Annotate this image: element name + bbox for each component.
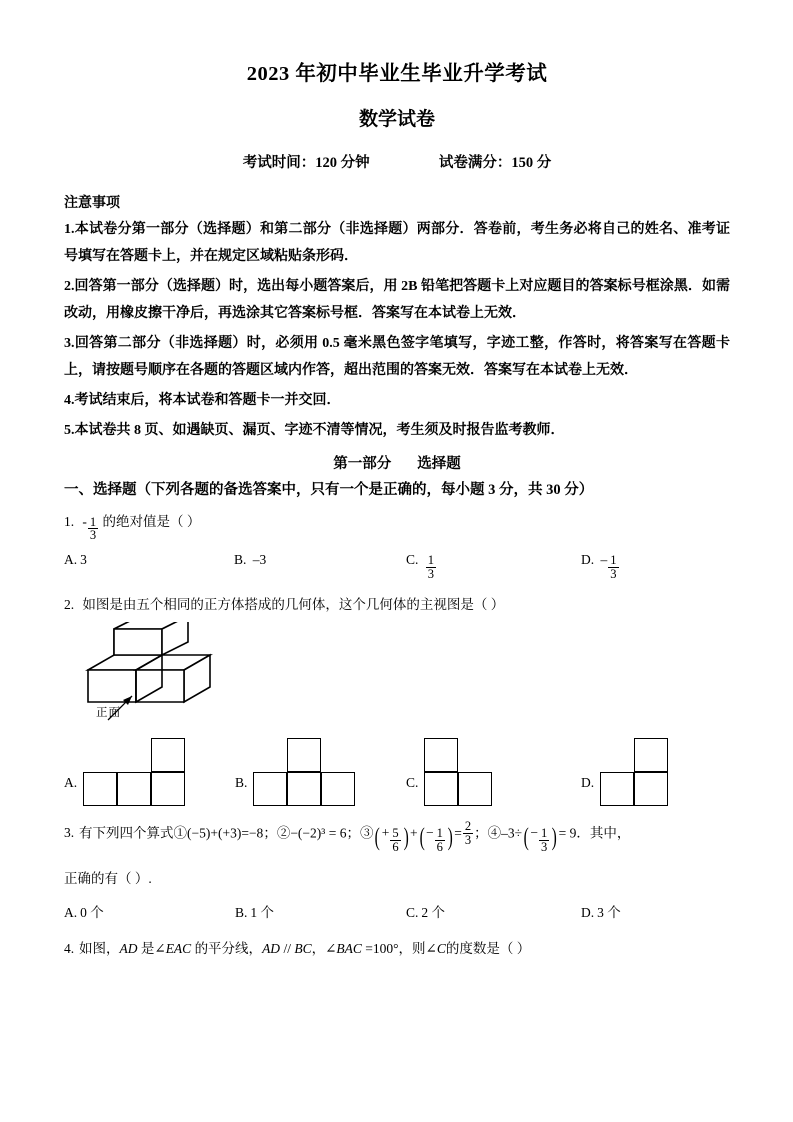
grid-cell xyxy=(424,738,458,772)
question-3-option-d[interactable] xyxy=(581,901,621,921)
grid-cell xyxy=(83,772,117,806)
option-label: B. xyxy=(235,774,248,790)
option-label: D. xyxy=(581,905,595,921)
option-value: 3 个 xyxy=(597,905,621,921)
option-label: A. xyxy=(64,774,78,790)
exam-score-label: 试卷满分：150 分 xyxy=(438,155,552,172)
paren-open: ( xyxy=(375,823,381,851)
question-1-options xyxy=(64,552,730,586)
fraction-denominator: 6 xyxy=(392,839,399,854)
question-3-expr-2-label: ② xyxy=(276,825,291,841)
q4-p1: 如图， xyxy=(79,941,120,957)
fraction-sign: - xyxy=(82,513,87,529)
question-3-option-a[interactable] xyxy=(64,901,104,921)
q4-var-bac: BAC xyxy=(336,941,362,957)
question-3-stem-line2: 正确的有（ ）. xyxy=(64,870,152,886)
option-b-shape xyxy=(253,738,356,806)
question-3-stem: 3. 有下列四个算式①(−5)+(+3)=−8；②−(−2)³ = 6；③( + $\frac{5}{6}$ ) +( − $\frac{1}{6}$ ) = $\frac{2}{3}$ ；④–3÷( − $\frac{1}{3}$ ) = 9．其中， xyxy=(64,818,631,854)
fraction-body xyxy=(539,827,549,854)
q4-var-c: C xyxy=(436,941,446,957)
fraction-denominator: 3 xyxy=(89,528,97,543)
notice-item-4: 4.考试结束后，将本试卷和答题卡一并交回． xyxy=(64,393,341,409)
q4-var-ad-2: AD xyxy=(262,941,281,957)
option-a-shape xyxy=(83,738,186,806)
option-fraction xyxy=(601,552,620,580)
question-3-tail: ．其中， xyxy=(576,825,631,841)
question-3-expr-3-label: ③ xyxy=(359,825,374,841)
question-3-option-c[interactable] xyxy=(406,901,445,921)
notice-item-1: 1.本试卷分第一部分（选择题）和第二部分（非选择题）两部分．答卷前，考生务必将自己的姓名、准考证号填写在答题卡上，并在规定区域粘贴条形码． xyxy=(64,221,730,264)
question-3-expr-2: −(−2)³ = 6 xyxy=(290,825,347,841)
option-label: A. xyxy=(64,905,78,921)
question-2-option-b[interactable] xyxy=(235,738,356,806)
question-1-option-c[interactable] xyxy=(406,552,437,580)
grid-cell xyxy=(424,772,458,806)
fraction-numerator: 1 xyxy=(436,825,443,840)
q4-p5: ，∠ xyxy=(311,941,337,957)
question-1-option-a[interactable] xyxy=(64,552,87,568)
grid-cell xyxy=(287,738,321,772)
part-one-heading xyxy=(64,453,730,476)
question-3-number: 3. xyxy=(64,825,75,841)
fraction-denominator: 6 xyxy=(436,839,443,854)
option-value: 3 xyxy=(80,552,87,568)
question-2-option-d[interactable] xyxy=(581,738,669,806)
question-1-stem-text: 的绝对值是（ ） xyxy=(102,513,201,529)
paren-open: ( xyxy=(523,823,529,851)
fraction-denominator: 3 xyxy=(427,566,435,581)
question-3-expr-4-result: = 9 xyxy=(558,825,577,841)
grid-cell xyxy=(117,772,151,806)
option-fraction xyxy=(425,554,437,581)
question-1-fraction xyxy=(82,511,99,542)
q4-p4: // xyxy=(280,941,295,957)
grid-cell xyxy=(634,772,668,806)
page-title: 2023 年初中毕业生毕业升学考试 xyxy=(246,63,548,85)
option-label: C. xyxy=(406,774,419,790)
grid-cell xyxy=(321,772,355,806)
option-label: C. xyxy=(406,905,419,921)
q4-p6: =100°，则∠ xyxy=(361,941,437,957)
q4-var-eac: EAC xyxy=(165,941,192,957)
section-heading-choice: 一、选择题（下列各题的备选答案中，只有一个是正确的，每小题 3 分，共 30 分） xyxy=(64,482,594,499)
fraction-body xyxy=(88,516,98,543)
paren-close: ) xyxy=(403,823,409,851)
fraction-denominator: 3 xyxy=(540,839,548,854)
grid-cell xyxy=(253,772,287,806)
question-2-option-c[interactable] xyxy=(406,738,493,806)
option-value: 2 个 xyxy=(421,905,446,921)
question-2-option-a[interactable] xyxy=(64,738,186,806)
option-label: D. xyxy=(581,552,595,568)
grid-cell xyxy=(634,738,668,772)
q4-var-ad: AD xyxy=(119,941,138,957)
q4-p3: 的平分线， xyxy=(191,941,263,957)
option-label: B. xyxy=(234,552,247,568)
question-2-solid-figure xyxy=(70,622,730,728)
question-3-options xyxy=(64,901,730,925)
fraction-body xyxy=(426,554,436,581)
fraction-numerator: 1 xyxy=(540,825,548,840)
question-1-stem xyxy=(64,511,730,542)
grid-cell xyxy=(287,772,321,806)
question-3-expr-4-lead: –3÷ xyxy=(501,825,523,841)
fraction-denominator: 3 xyxy=(464,832,472,847)
exam-meta xyxy=(64,155,730,172)
question-3-frac-b xyxy=(426,822,446,853)
fraction-sign: + xyxy=(381,825,390,841)
paren-open: ( xyxy=(419,823,425,851)
fraction-sign: − xyxy=(425,825,434,841)
front-view-label: 正面 xyxy=(96,706,121,719)
question-3-expr-1: (−5)+(+3)=−8 xyxy=(187,825,264,841)
exam-time-label: 考试时间：120 分钟 xyxy=(242,155,370,172)
page-subtitle: 数学试卷 xyxy=(358,108,435,130)
option-value: 1 个 xyxy=(250,905,275,921)
question-3-frac-result xyxy=(463,820,473,847)
notice-item-3: 3.回答第二部分（非选择题）时，必须用 0.5 毫米黑色签字笔填写，字迹工整，作答时，将答案写在答题卡上，请按题号顺序在各题的答题区域内作答，超出范围的答案无效．答案写在本试卷上无效． xyxy=(64,336,730,379)
grid-cell xyxy=(151,738,185,772)
question-4-number: 4. xyxy=(64,941,75,957)
question-2-number: 2. xyxy=(64,597,75,613)
fraction-sign: − xyxy=(530,825,538,841)
option-label: A. xyxy=(64,552,78,568)
question-1-option-b[interactable] xyxy=(234,552,266,568)
fraction-numerator: 1 xyxy=(610,552,617,567)
grid-cell xyxy=(151,772,185,806)
question-3-frac-d xyxy=(530,822,550,853)
fraction-body xyxy=(435,827,445,854)
q4-p7: 的度数是（ ） xyxy=(445,941,531,957)
question-4-stem xyxy=(64,938,730,960)
fraction-numerator: 5 xyxy=(392,825,399,840)
fraction-numerator: 1 xyxy=(89,514,97,529)
question-3-prefix: 有下列四个算式① xyxy=(79,825,187,841)
fraction-body xyxy=(608,554,618,581)
fraction-denominator: 3 xyxy=(610,566,617,581)
option-d-shape xyxy=(600,738,669,806)
question-3-option-b[interactable] xyxy=(235,901,274,921)
option-c-shape xyxy=(424,738,493,806)
fraction-body xyxy=(390,827,400,854)
part-one-label: 第一部分 xyxy=(333,456,392,473)
option-value: –3 xyxy=(252,552,267,568)
q4-var-bc: BC xyxy=(294,941,312,957)
fraction-numerator: 1 xyxy=(427,552,435,567)
notice-item-5: 5.本试卷共 8 页、如遇缺页、漏页、字迹不清等情况，考生须及时报告监考教师． xyxy=(64,423,565,439)
fraction-sign: – xyxy=(600,552,608,568)
notice-heading: 注意事项 xyxy=(64,195,120,211)
question-1-option-d[interactable] xyxy=(581,552,620,580)
part-one-name: 选择题 xyxy=(417,456,461,473)
notice-item-2: 2.回答第一部分（选择题）时，选出每小题答案后，用 2B 铅笔把答题卡上对应题目的答案标号框涂黑．如需改动，用橡皮擦干净后，再选涂其它答案标号框．答案写在本试卷上无效． xyxy=(64,279,730,322)
option-label: B. xyxy=(235,905,248,921)
question-2-options xyxy=(64,730,730,806)
option-value: 0 个 xyxy=(80,905,104,921)
grid-cell xyxy=(600,772,634,806)
page-content xyxy=(64,0,730,960)
question-1-number: 1. xyxy=(64,513,75,529)
option-label: D. xyxy=(581,774,595,790)
question-3-frac-a xyxy=(382,822,402,853)
option-label: C. xyxy=(406,552,419,568)
paren-close: ) xyxy=(447,823,453,851)
fraction-numerator: 2 xyxy=(464,818,472,833)
question-2-stem-text: 如图是由五个相同的正方体搭成的几何体，这个几何体的主视图是（ ） xyxy=(82,597,505,613)
paren-close: ) xyxy=(551,823,558,851)
grid-cell xyxy=(458,772,492,806)
question-3-expr-4-label: ④ xyxy=(487,825,502,841)
question-2-stem xyxy=(64,594,730,616)
q4-p2: 是∠ xyxy=(137,941,166,957)
